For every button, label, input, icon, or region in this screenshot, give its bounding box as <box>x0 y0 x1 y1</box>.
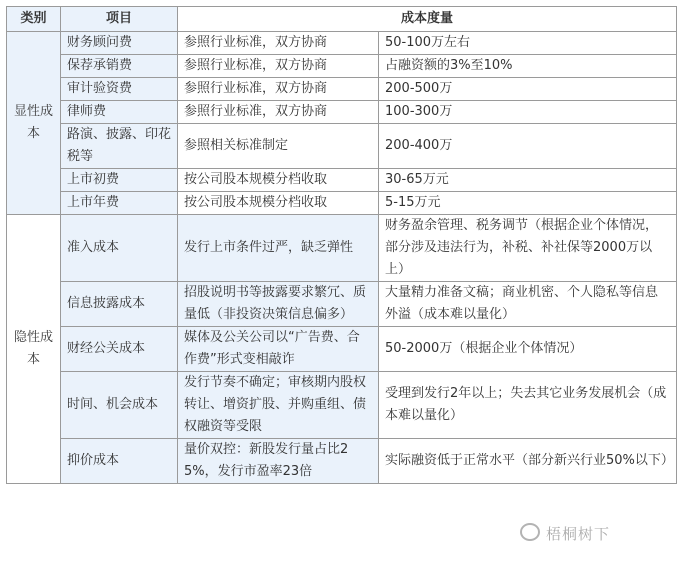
cell-method: 参照行业标准，双方协商 <box>178 78 379 101</box>
cell-method: 量价双控：新股发行量占比25%，发行市盈率23倍 <box>178 439 379 484</box>
cell-amount: 受理到发行2年以上；失去其它业务发展机会（成本难以量化） <box>379 372 677 439</box>
table-row <box>7 372 677 439</box>
header-measure: 成本度量 <box>178 7 677 32</box>
cell-item: 上市初费 <box>61 169 178 192</box>
cell-method: 招股说明书等披露要求繁冗、质量低（非投资决策信息偏多） <box>178 282 379 327</box>
cell-amount: 100-300万 <box>379 101 677 124</box>
wechat-icon <box>520 523 540 541</box>
table-row <box>7 439 677 484</box>
cell-amount: 占融资额的3%至10% <box>379 55 677 78</box>
cell-method: 参照行业标准，双方协商 <box>178 55 379 78</box>
cell-item: 律师费 <box>61 101 178 124</box>
table-row <box>7 327 677 372</box>
table-row <box>7 282 677 327</box>
cell-item: 信息披露成本 <box>61 282 178 327</box>
watermark <box>520 523 610 544</box>
cell-item: 准入成本 <box>61 215 178 282</box>
table-row <box>7 169 677 192</box>
cell-method: 按公司股本规模分档收取 <box>178 192 379 215</box>
cell-item: 上市年费 <box>61 192 178 215</box>
cell-item: 保荐承销费 <box>61 55 178 78</box>
cell-item: 路演、披露、印花税等 <box>61 124 178 169</box>
cell-amount: 5-15万元 <box>379 192 677 215</box>
cell-method: 媒体及公关公司以“广告费、合作费”形式变相敲诈 <box>178 327 379 372</box>
cell-method: 参照行业标准，双方协商 <box>178 32 379 55</box>
cell-amount: 实际融资低于正常水平（部分新兴行业50%以下） <box>379 439 677 484</box>
table-row <box>7 55 677 78</box>
cell-amount: 30-65万元 <box>379 169 677 192</box>
cell-amount: 50-100万左右 <box>379 32 677 55</box>
cell-item: 抑价成本 <box>61 439 178 484</box>
header-item: 项目 <box>61 7 178 32</box>
cell-item: 时间、机会成本 <box>61 372 178 439</box>
cell-item: 财经公关成本 <box>61 327 178 372</box>
header-row <box>7 7 677 32</box>
cell-amount: 大量精力准备文稿；商业机密、个人隐私等信息外溢（成本难以量化） <box>379 282 677 327</box>
table-row <box>7 192 677 215</box>
cell-amount: 200-500万 <box>379 78 677 101</box>
table-row <box>7 215 677 282</box>
cost-table <box>6 6 677 484</box>
cell-method: 参照行业标准，双方协商 <box>178 101 379 124</box>
cell-method: 参照相关标准制定 <box>178 124 379 169</box>
table-row <box>7 78 677 101</box>
cell-item: 审计验资费 <box>61 78 178 101</box>
header-category: 类别 <box>7 7 61 32</box>
cell-amount: 财务盈余管理、税务调节（根据企业个体情况，部分涉及违法行为，补税、补社保等2000万以上） <box>379 215 677 282</box>
cell-amount: 200-400万 <box>379 124 677 169</box>
table-row <box>7 101 677 124</box>
table-row <box>7 124 677 169</box>
cell-item: 财务顾问费 <box>61 32 178 55</box>
category-explicit: 显性成本 <box>7 32 61 215</box>
cell-amount: 50-2000万（根据企业个体情况） <box>379 327 677 372</box>
table-row <box>7 32 677 55</box>
category-implicit: 隐性成本 <box>7 215 61 484</box>
cell-method: 发行节奏不确定；审核期内股权转让、增资扩股、并购重组、债权融资等受限 <box>178 372 379 439</box>
watermark-text: 梧桐树下 <box>546 525 611 543</box>
cell-method: 按公司股本规模分档收取 <box>178 169 379 192</box>
cell-method: 发行上市条件过严，缺乏弹性 <box>178 215 379 282</box>
